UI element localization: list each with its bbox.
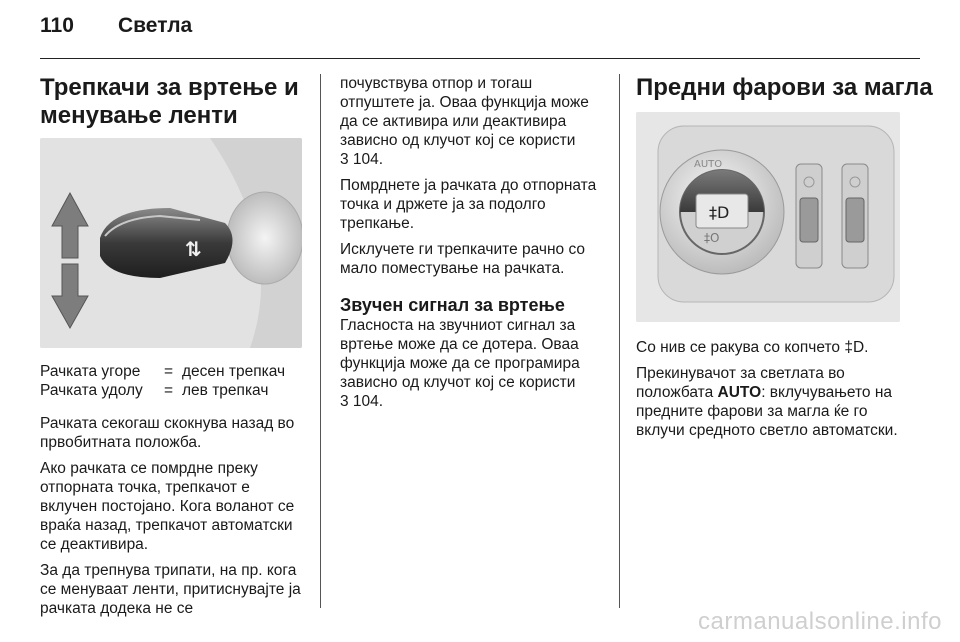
def-desc: лев трепкач [182,382,269,399]
chapter-title: Светла [118,14,193,37]
def-desc: десен трепкач [182,363,286,380]
svg-text:AUTO: AUTO [694,159,723,170]
left-column-body [40,362,306,625]
switch-svg [636,112,900,322]
fog-light-symbol: ‡D. [844,339,869,356]
paragraph [636,364,906,440]
paragraph: За да трепнува трипати, на пр. кога се менуваат ленти, притиснувајте ја рачката додека не се [40,562,301,617]
right-column-body [636,338,906,447]
light-switch-illustration [636,112,900,322]
auto-label: AUTO [717,384,762,401]
paragraph: Помрднете ја рачката до отпорната точка и држете ја за подолго трепкање. [340,177,597,232]
def-term: Рачката удолу [40,382,143,399]
paragraph-text: Со нив се ракува со копчето [636,339,845,356]
def-sep: = [164,382,174,399]
middle-column [340,74,606,418]
svg-text:‡O: ‡O [704,231,720,245]
paragraph: Исклучете ги трепкачите рачно со мало поместување на рачката. [340,241,586,277]
def-term: Рачката угоре [40,363,141,380]
header-rule [40,58,920,59]
svg-text:‡D: ‡D [709,203,730,222]
page-reference: 3 104. [340,151,384,168]
definition-row [40,381,306,400]
paragraph-text: Прекинувачот за светлата во положбата [636,365,845,401]
paragraph [636,338,906,357]
paragraph-text: : вклучувањето на предните фарови за магла ќе го вклучи средното светло автоматски. [636,384,898,439]
subsection-heading: Звучен сигнал за вртење [340,295,565,315]
column-divider [619,74,620,608]
column-divider [320,74,321,608]
watermark: carmanualsonline.info [698,608,942,635]
svg-text:⇅: ⇅ [185,237,202,261]
page-reference: 3 104. [340,393,384,410]
page-number: 110 [40,14,74,37]
right-column [636,74,933,102]
lever-svg [40,138,302,348]
turn-signal-lever-illustration [40,138,302,348]
paragraph: Ако рачката се помрдне преку отпорната точка, трепкачот е вклучен постојано. Кога воланот се враќа назад, трепкачот автоматски се деактивира. [40,460,295,553]
paragraph: Гласноста на звучниот сигнал за вртење може да се дотера. Оваа функција може да се програмира зависно од клучот кој се користи [340,317,580,391]
def-sep: = [164,363,174,380]
definition-row [40,362,306,381]
section-heading: Трепкачи за вртење и менување ленти [40,74,299,129]
section-heading: Предни фарови за магла [636,74,933,101]
page-header [40,14,920,46]
paragraph: почувствува отпор и тогаш отпуштете ја. Оваа функција може да се активира или деактивира зависно од клучот кој се користи [340,75,589,149]
paragraph: Рачката секогаш скокнува назад во првобитната положба. [40,415,295,451]
left-column [40,74,306,130]
